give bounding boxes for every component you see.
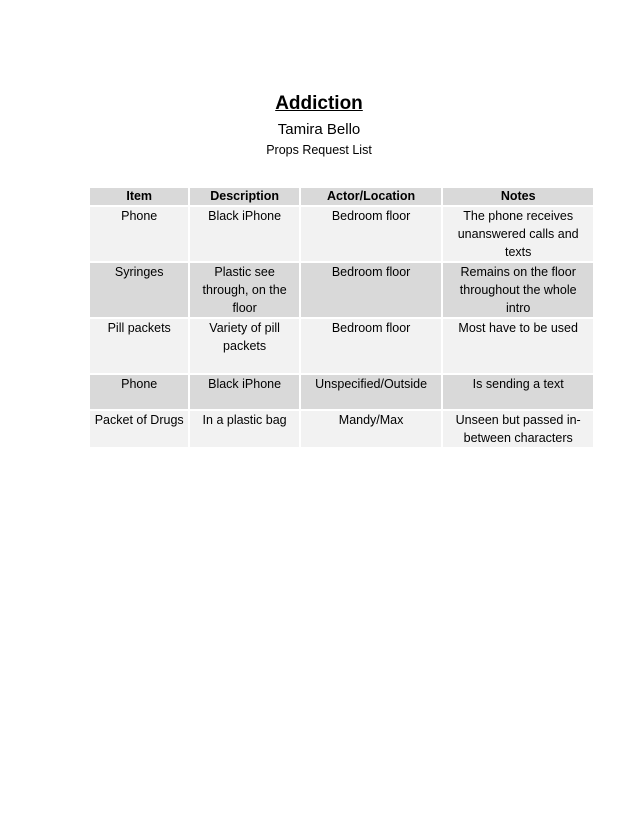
table-row: [90, 207, 593, 261]
document-title: Addiction: [275, 93, 363, 114]
item-cell: Packet of Drugs: [90, 411, 188, 447]
table-row: [90, 411, 593, 447]
document-author: Tamira Bello: [277, 121, 361, 138]
document-subtitle: Props Request List: [266, 143, 372, 157]
table-row: [90, 263, 593, 317]
actor-location-cell: Mandy/Max: [301, 411, 442, 447]
column-header-actor-location: Actor/Location: [301, 188, 442, 205]
actor-location-cell: Unspecified/Outside: [301, 375, 442, 409]
actor-location-cell: Bedroom floor: [301, 263, 442, 317]
description-cell: Plastic see through, on the floor: [190, 263, 298, 317]
item-cell: Pill packets: [90, 319, 188, 373]
table-row: [90, 319, 593, 373]
notes-cell: Unseen but passed in-between characters: [443, 411, 593, 447]
actor-location-cell: Bedroom floor: [301, 319, 442, 373]
table-row: [90, 375, 593, 409]
notes-cell: Remains on the floor throughout the whole intro: [443, 263, 593, 317]
item-cell: Syringes: [90, 263, 188, 317]
notes-cell: Most have to be used: [443, 319, 593, 373]
item-cell: Phone: [90, 375, 188, 409]
table-header-row: [90, 188, 593, 205]
item-cell: Phone: [90, 207, 188, 261]
actor-location-cell: Bedroom floor: [301, 207, 442, 261]
column-header-description: Description: [190, 188, 298, 205]
description-cell: Variety of pill packets: [190, 319, 298, 373]
description-cell: Black iPhone: [190, 207, 298, 261]
column-header-notes: Notes: [443, 188, 593, 205]
notes-cell: Is sending a text: [443, 375, 593, 409]
column-header-item: Item: [90, 188, 188, 205]
notes-cell: The phone receives unanswered calls and texts: [443, 207, 593, 261]
description-cell: In a plastic bag: [190, 411, 298, 447]
props-table: [88, 186, 595, 449]
description-cell: Black iPhone: [190, 375, 298, 409]
